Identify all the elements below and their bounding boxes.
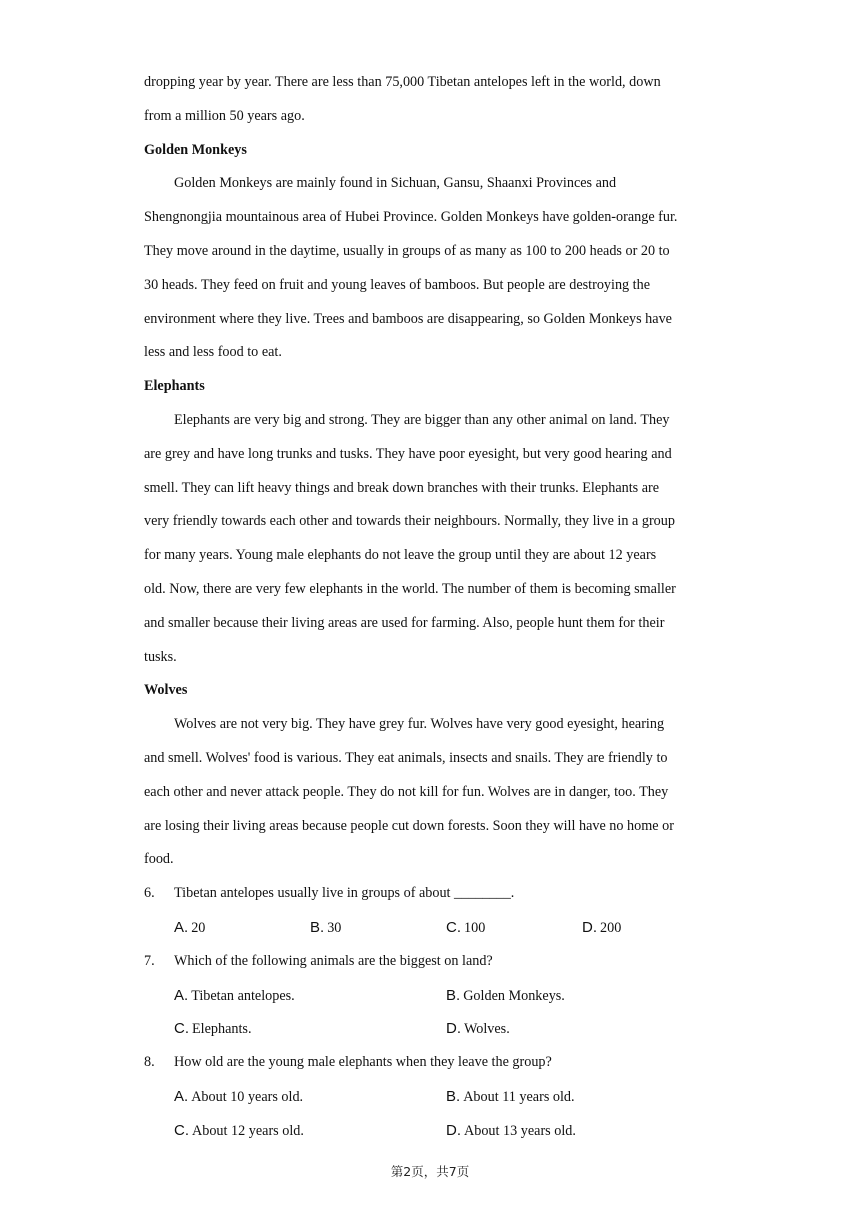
option-b[interactable]: B. Golden Monkeys. — [446, 986, 565, 1004]
option-b[interactable]: B. 30 — [310, 918, 342, 936]
option-b[interactable]: B. About 11 years old. — [446, 1087, 575, 1105]
option-d[interactable]: D. 200 — [582, 918, 622, 936]
question-text: How old are the young male elephants when they leave the group? — [174, 1054, 552, 1071]
passage-line: very friendly towards each other and towards their neighbours. Normally, they live in a group — [144, 513, 675, 530]
section-heading-wolves: Wolves — [144, 682, 188, 699]
passage-line: dropping year by year. There are less than 75,000 Tibetan antelopes left in the world, down — [144, 74, 661, 90]
passage-line: less and less food to eat. — [144, 344, 282, 361]
page-footer: 第2页，共7页 — [390, 1164, 470, 1179]
passage-line: for many years. Young male elephants do not leave the group until they are about 12 years — [144, 547, 657, 564]
question-7 — [144, 945, 718, 979]
passage-line: each other and never attack people. They do not kill for fun. Wolves are in danger, too. They — [144, 783, 669, 800]
option-c[interactable]: C. Elephants. — [174, 1020, 252, 1038]
passage-line: Golden Monkeys are mainly found in Sichuan, Gansu, Shaanxi Provinces and — [174, 175, 617, 192]
option-a[interactable]: A. Tibetan antelopes. — [174, 986, 295, 1004]
passage-line: 30 heads. They feed on fruit and young leaves of bamboos. But people are destroying the — [144, 276, 651, 293]
question-number: 6. — [144, 885, 155, 902]
passage-line: Elephants are very big and strong. They are bigger than any other animal on land. They — [174, 411, 670, 428]
question-8 — [144, 1046, 718, 1080]
option-d[interactable]: D. Wolves. — [446, 1020, 510, 1038]
passage-line: and smaller because their living areas are used for farming. Also, people hunt them for their — [144, 614, 665, 631]
document-page — [144, 66, 718, 1148]
passage-line: are grey and have long trunks and tusks. They have poor eyesight, but very good hearing and — [144, 445, 672, 462]
question-8-options-row-2 — [144, 1114, 718, 1148]
passage-line: tusks. — [144, 648, 177, 665]
option-c[interactable]: C. About 12 years old. — [174, 1121, 304, 1139]
passage-line: food. — [144, 851, 174, 868]
question-7-options-row-2 — [144, 1012, 718, 1046]
question-7-options-row-1 — [144, 979, 718, 1013]
option-a[interactable]: A. About 10 years old. — [174, 1087, 304, 1105]
section-heading-elephants: Elephants — [144, 378, 205, 395]
question-8-options-row-1 — [144, 1080, 718, 1114]
question-6-options — [144, 911, 718, 945]
option-d[interactable]: D. About 13 years old. — [446, 1121, 576, 1139]
passage-line: They move around in the daytime, usually in groups of as many as 100 to 200 heads or 20 to — [144, 242, 670, 259]
question-6 — [144, 877, 718, 911]
passage-line: are losing their living areas because people cut down forests. Soon they will have no home or — [144, 817, 674, 834]
passage-line: and smell. Wolves' food is various. They eat animals, insects and snails. They are friendly to — [144, 749, 668, 766]
question-number: 7. — [144, 952, 155, 969]
option-a[interactable]: A. 20 — [174, 918, 206, 936]
passage-line: from a million 50 years ago. — [144, 107, 305, 124]
passage-line: Wolves are not very big. They have grey fur. Wolves have very good eyesight, hearing — [174, 716, 665, 733]
question-number: 8. — [144, 1054, 155, 1071]
passage-line: environment where they live. Trees and bamboos are disappearing, so Golden Monkeys have — [144, 310, 672, 327]
question-text: Tibetan antelopes usually live in groups of about ________. — [174, 885, 515, 902]
passage-line: smell. They can lift heavy things and break down branches with their trunks. Elephants are — [144, 479, 660, 496]
section-heading-golden-monkeys: Golden Monkeys — [144, 141, 247, 158]
passage-line: old. Now, there are very few elephants in the world. The number of them is becoming smaller — [144, 580, 676, 597]
option-c[interactable]: C. 100 — [446, 918, 486, 936]
passage-line: Shengnongjia mountainous area of Hubei Province. Golden Monkeys have golden-orange fur. — [144, 209, 678, 226]
question-text: Which of the following animals are the biggest on land? — [174, 952, 493, 969]
